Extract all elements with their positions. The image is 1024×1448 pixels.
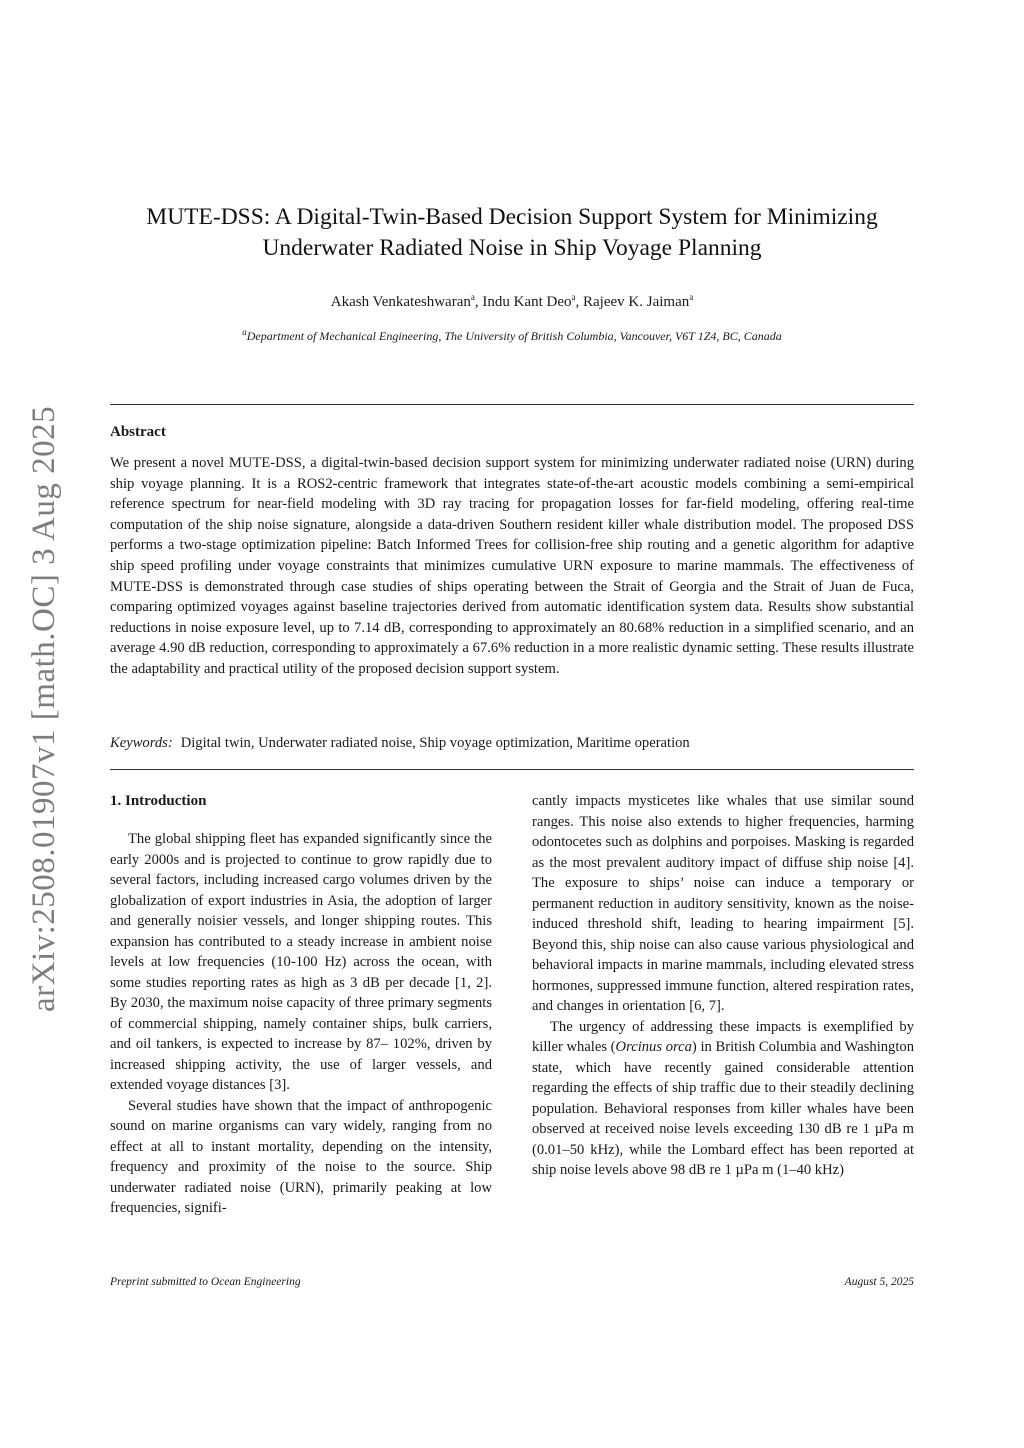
footer-submission-note: Preprint submitted to Ocean Engineering xyxy=(110,1276,301,1288)
keywords-label: Keywords: xyxy=(110,735,173,751)
right-column xyxy=(532,791,914,1181)
author-name: Rajeev K. Jaiman xyxy=(583,294,690,310)
intro-paragraph-1: The global shipping fleet has expanded significantly since the early 2000s and is projected to continue to grow rapidly due to several factors, including increased cargo volumes driven by the globalization of export industries in Asia, the adoption of larger and generally noisier vessels, and longer shipping routes. This expansion has contributed to a steady increase in ambient noise levels at low frequencies (10-100 Hz) across the ocean, with some studies reporting rates as high as 3 dB per decade [1, 2]. By 2030, the maximum noise capacity of three primary segments of commercial shipping, namely container ships, bulk carriers, and oil tankers, is expected to increase by 87– 102%, driven by increased shipping activity, the use of larger vessels, and extended voyage distances [3]. xyxy=(110,831,492,1093)
species-name: Orcinus orca xyxy=(615,1039,692,1055)
paper-title xyxy=(100,202,924,264)
left-column xyxy=(110,829,492,1219)
abstract-heading: Abstract xyxy=(110,424,166,440)
abstract-top-rule xyxy=(110,404,914,405)
abstract-text: We present a novel MUTE-DSS, a digital-twin-based decision support system for minimizing underwater radiated noise (URN) during ship voyage planning. It is a ROS2-centric framework that integrates state-of-the-art acoustic models combining a semi-empirical reference spectrum for near-field modeling with 3D ray tracing for propagation losses for far-field modeling, offering real-time computation of the ship noise signature, alongside a data-driven Southern resident killer whale distribution model. The proposed DSS performs a two-stage optimization pipeline: Batch Informed Trees for collision-free ship routing and a genetic algorithm for adaptive ship speed profiling under voyage constraints that minimizes cumulative URN exposure to marine mammals. The effectiveness of MUTE-DSS is demonstrated through case studies of ships operating between the Strait of Georgia and the Strait of Juan de Fuca, comparing optimized voyages against baseline trajectories derived from automatic identification system data. Results show substantial reductions in noise exposure level, up to 7.14 dB, corresponding to approximately an 80.68% reduction in a simplified scenario, and an average 4.90 dB reduction, corresponding to approximately a 67.6% reduction in a more realistic dynamic setting. These results illustrate the adaptability and practical utility of the proposed decision support system. xyxy=(110,455,914,677)
keywords xyxy=(110,733,914,753)
intro-paragraph-2-continued: cantly impacts mysticetes like whales that use similar sound ranges. This noise also extends to higher frequencies, harming odontocetes such as dolphins and porpoises. Masking is regarded as the most prevalent auditory impact of diffuse ship noise [4]. The exposure to ships’ noise can induce a temporary or permanent reduction in auditory sensitivity, known as the noise-induced threshold shift, leading to hearing impairment [5]. Beyond this, ship noise can also cause various physiological and behavioral impacts in marine mammals, including elevated stress hormones, suppressed immune function, altered respiration rates, and changes in orientation [6, 7]. xyxy=(532,793,914,1014)
title-line-1: MUTE-DSS: A Digital-Twin-Based Decision Support System for Minimizing xyxy=(146,204,878,230)
affiliation xyxy=(100,328,924,344)
author-name: Akash Venkateshwaran xyxy=(330,294,471,310)
intro-paragraph-2: Several studies have shown that the impact of anthropogenic sound on marine organisms can vary widely, ranging from no effect at all to instant mortality, depending on the intensity, frequency and proximity of the noise to the source. Ship underwater radiated noise (URN), primarily peaking at low frequencies, signifi- xyxy=(110,1097,492,1216)
arxiv-identifier: arXiv:2508.01907v1 [math.OC] 3 Aug 2025 xyxy=(26,405,62,1012)
author-list: Akash Venkateshwaran$^a$, Indu Kant Deo$^a$, Rajeev K. Jaiman$^a$ xyxy=(330,292,694,310)
author-affiliation-mark: a xyxy=(571,292,576,302)
footer-date: August 5, 2025 xyxy=(844,1276,914,1288)
intro-paragraph-3: The urgency of addressing these impacts is exemplified by killer whales (Orcinus orca) in British Columbia and Washington state, which have recently gained considerable attention regarding the effects of ship traffic due to their steadily declining population. Behavioral responses from killer whales have been observed at received noise levels exceeding 130 dB re 1 µPa m (0.01–50 kHz), while the Lombard effect has been reported at ship noise levels above 98 dB re 1 µPa m (1–40 kHz) xyxy=(532,1018,914,1178)
author-affiliation-mark: a xyxy=(470,292,475,302)
author-affiliation-mark: a xyxy=(689,292,694,302)
affiliation-text: Department of Mechanical Engineering, The University of British Columbia, Vancouver, V6T 1Z4, BC, Canada xyxy=(246,329,782,343)
keywords-text: Digital twin, Underwater radiated noise, Ship voyage optimization, Maritime operation xyxy=(180,735,690,751)
title-line-2: Underwater Radiated Noise in Ship Voyage Planning xyxy=(262,235,762,261)
affiliation-mark: a xyxy=(242,327,247,337)
section-heading-introduction: 1. Introduction xyxy=(110,793,207,809)
author-name: Indu Kant Deo xyxy=(482,294,572,310)
abstract-bottom-rule xyxy=(110,769,914,770)
